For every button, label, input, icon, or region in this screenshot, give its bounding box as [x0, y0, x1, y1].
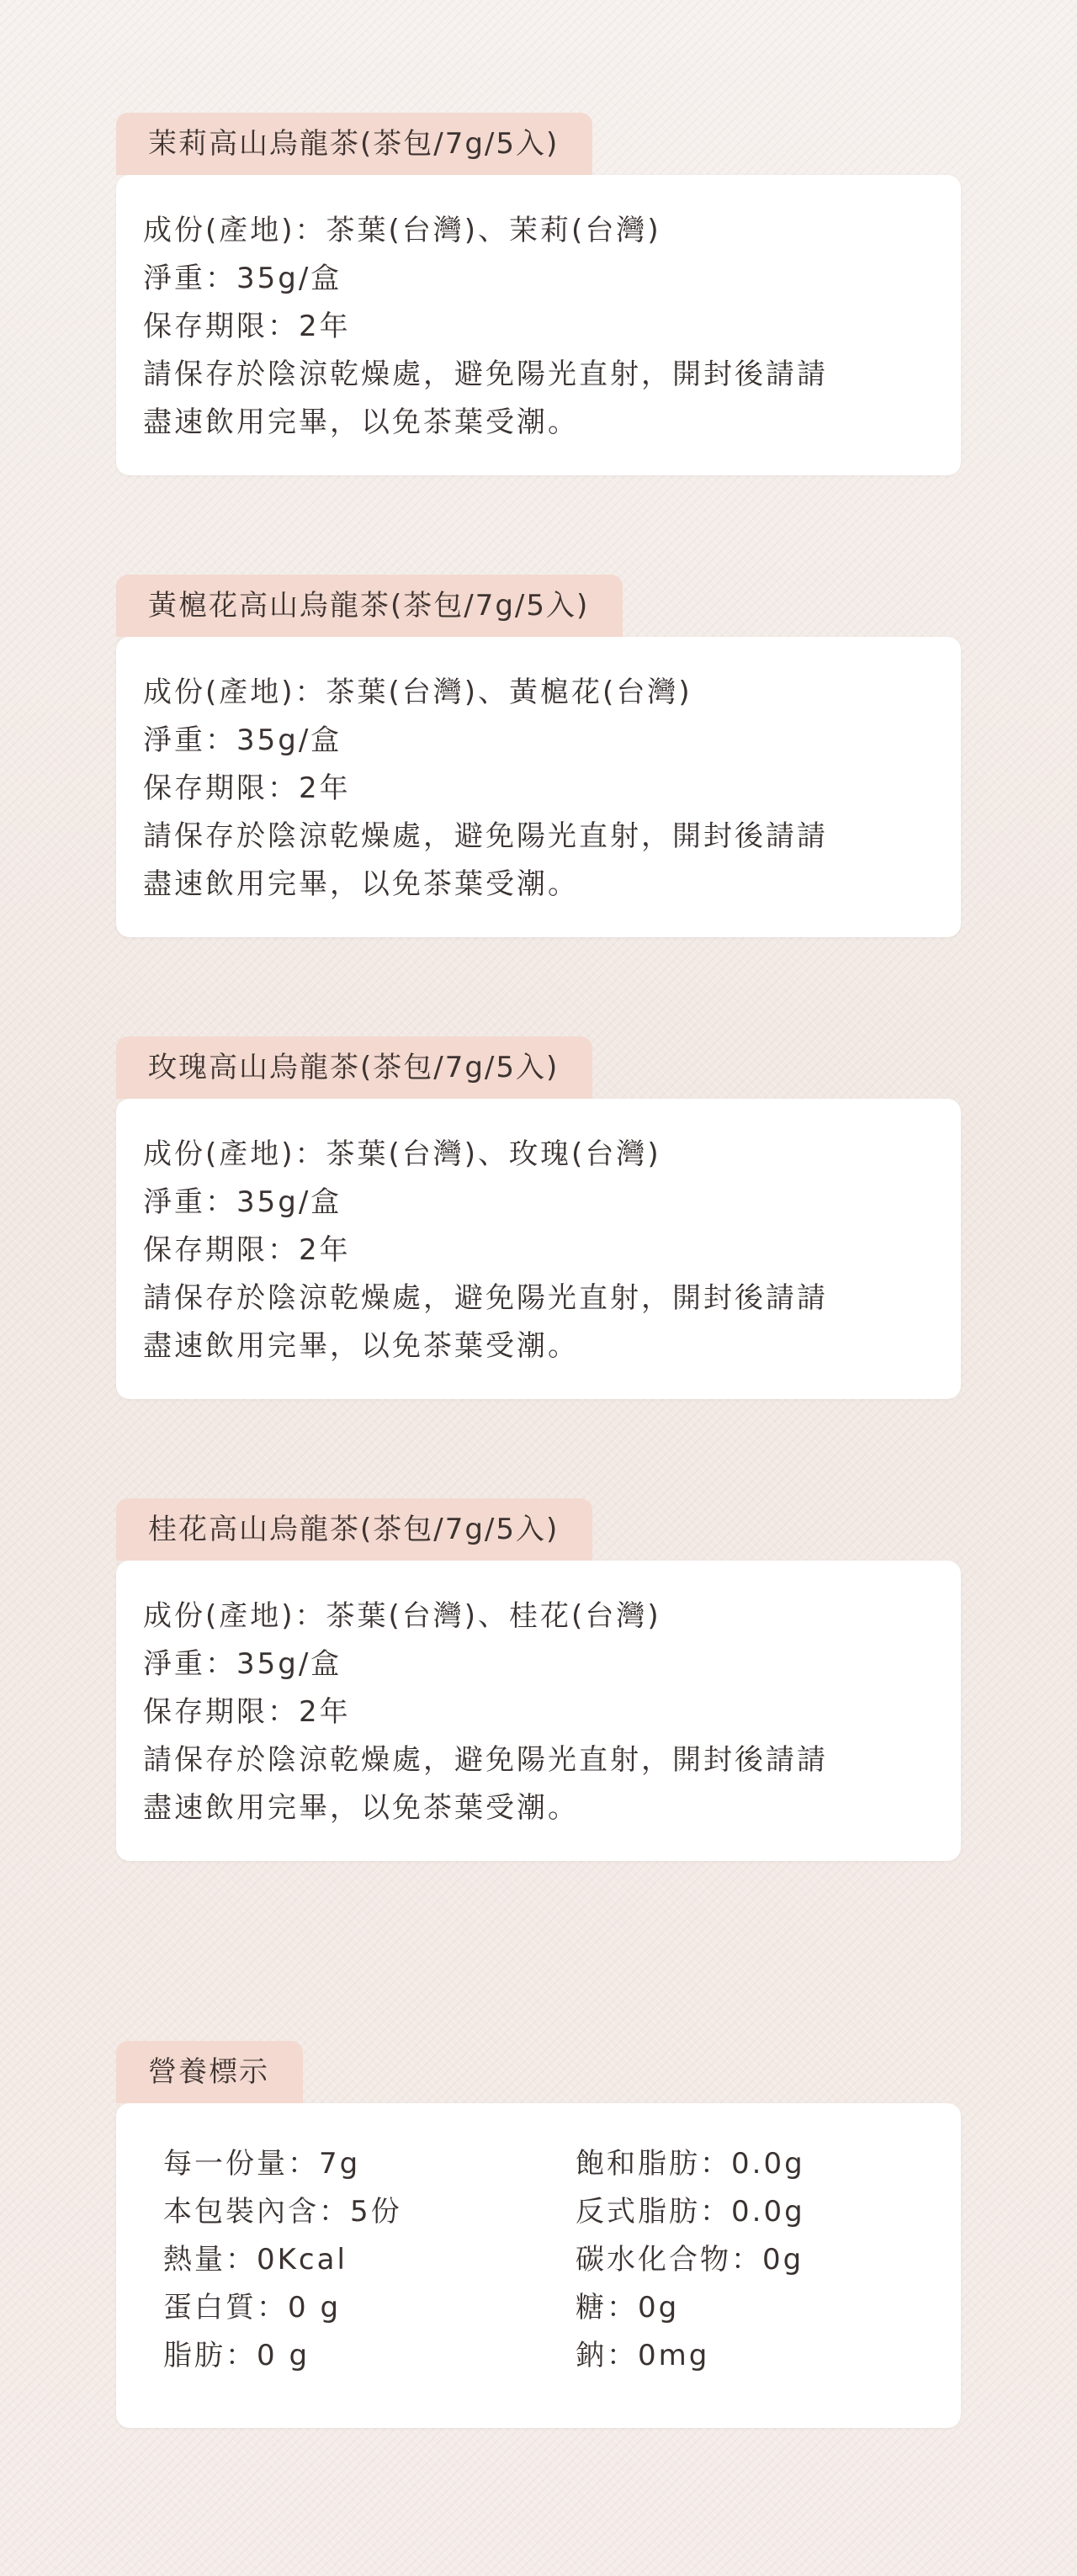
shelf-life-text: 保存期限：2年 [143, 310, 351, 343]
product-title-tag [116, 1498, 592, 1561]
storage-text-line1: 請保存於陰涼乾燥處，避免陽光直射，開封後請請 [143, 1743, 828, 1777]
product-info-card [116, 1561, 961, 1861]
product-info-card [116, 637, 961, 937]
nutrition-column-right [576, 2140, 912, 2394]
product-info-card [116, 175, 961, 475]
nutrition-title-tag [116, 2041, 303, 2103]
shelf-life-text: 保存期限：2年 [143, 771, 351, 805]
nutrition-column-left [163, 2140, 576, 2394]
shelf-life-text: 保存期限：2年 [143, 1695, 351, 1729]
nutrition-item: 熱量：0Kcal [163, 2243, 348, 2277]
net-weight-text: 淨重：35g/盒 [143, 724, 342, 757]
ingredients-text: 成份(產地)：茶葉(台灣)、桂花(台灣) [143, 1599, 661, 1633]
storage-text-line2: 盡速飲用完畢，以免茶葉受潮。 [143, 867, 579, 901]
net-weight-text: 淨重：35g/盒 [143, 1185, 342, 1219]
nutrition-item: 脂肪：0 g [163, 2339, 310, 2372]
product-block-osmanthus [116, 1498, 961, 1861]
product-title: 桂花高山烏龍茶(茶包/7g/5入) [148, 1513, 560, 1546]
ingredients-text: 成份(產地)：茶葉(台灣)、玫瑰(台灣) [143, 1137, 661, 1171]
product-title: 玫瑰高山烏龍茶(茶包/7g/5入) [148, 1051, 560, 1084]
net-weight-text: 淨重：35g/盒 [143, 1647, 342, 1681]
net-weight-text: 淨重：35g/盒 [143, 262, 342, 295]
nutrition-item: 每一份量：7g [163, 2147, 361, 2181]
product-block-gardenia [116, 575, 961, 937]
nutrition-item: 本包裝內含：5份 [163, 2195, 402, 2229]
product-title: 茉莉高山烏龍茶(茶包/7g/5入) [148, 127, 560, 161]
product-block-rose [116, 1036, 961, 1399]
nutrition-item: 蛋白質：0 g [163, 2291, 342, 2324]
shelf-life-text: 保存期限：2年 [143, 1233, 351, 1267]
nutrition-item: 飽和脂肪：0.0g [576, 2147, 805, 2181]
ingredients-text: 成份(產地)：茶葉(台灣)、黃槴花(台灣) [143, 676, 692, 709]
nutrition-block [116, 2041, 961, 2428]
storage-text-line1: 請保存於陰涼乾燥處，避免陽光直射，開封後請請 [143, 358, 828, 391]
nutrition-title: 營養標示 [148, 2055, 269, 2089]
product-title-tag [116, 113, 592, 175]
product-title: 黃槴花高山烏龍茶(茶包/7g/5入) [148, 589, 590, 623]
nutrition-item: 碳水化合物：0g [576, 2243, 804, 2277]
product-info-card [116, 1099, 961, 1399]
nutrition-item: 鈉：0mg [576, 2339, 710, 2372]
nutrition-item: 糖：0g [576, 2291, 680, 2324]
storage-text-line2: 盡速飲用完畢，以免茶葉受潮。 [143, 1791, 579, 1825]
ingredients-text: 成份(產地)：茶葉(台灣)、茉莉(台灣) [143, 214, 661, 247]
storage-text-line1: 請保存於陰涼乾燥處，避免陽光直射，開封後請請 [143, 1281, 828, 1315]
storage-text-line2: 盡速飲用完畢，以免茶葉受潮。 [143, 1329, 579, 1363]
product-title-tag [116, 1036, 592, 1099]
product-title-tag [116, 575, 623, 637]
nutrition-item: 反式脂肪：0.0g [576, 2195, 805, 2229]
storage-text-line1: 請保存於陰涼乾燥處，避免陽光直射，開封後請請 [143, 819, 828, 853]
storage-text-line2: 盡速飲用完畢，以免茶葉受潮。 [143, 405, 579, 439]
nutrition-card [116, 2103, 961, 2428]
product-block-jasmine [116, 113, 961, 475]
